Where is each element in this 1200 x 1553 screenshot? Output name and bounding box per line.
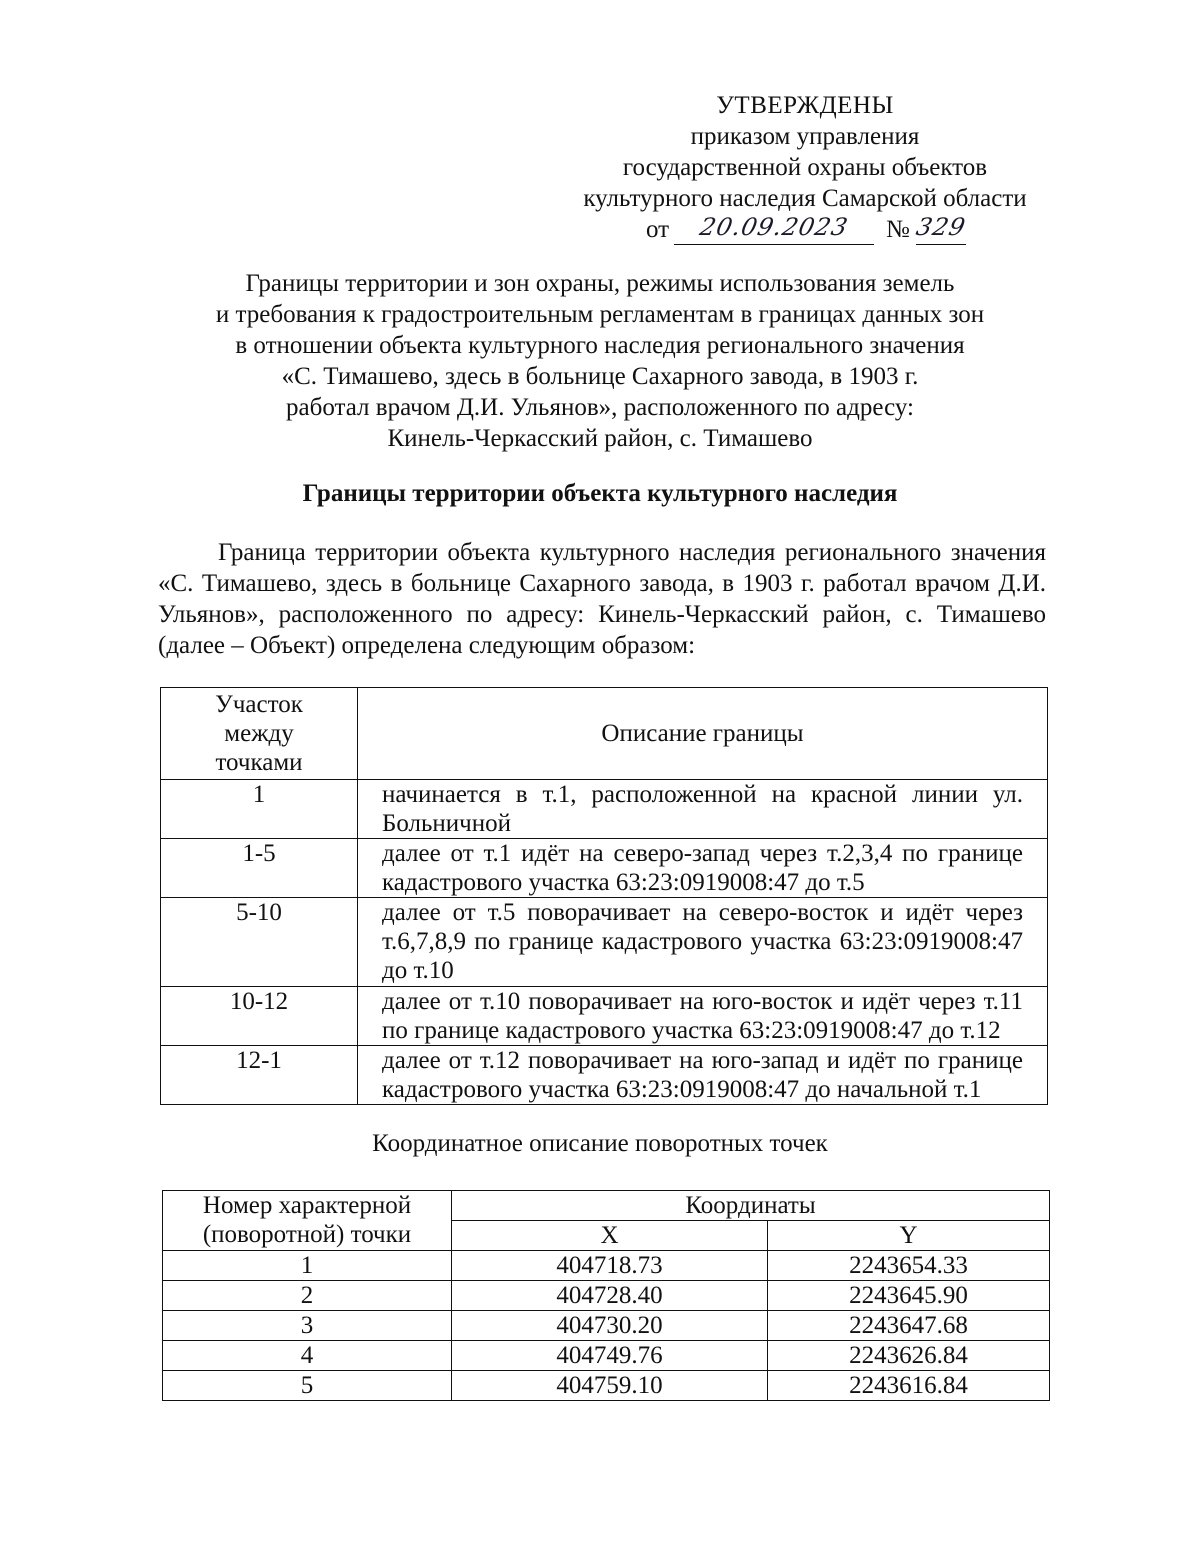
order-number: 329 [913,213,969,241]
section-title: Границы территории объекта культурного наследия [302,480,898,507]
number-label: № [886,216,910,243]
y-cell: 2243645.90 [768,1281,1050,1311]
x-cell: 404749.76 [452,1341,768,1371]
y-cell: 2243616.84 [768,1371,1050,1401]
header-x: X [452,1221,768,1251]
coords-table [162,1190,1050,1401]
segment-cell: 1 [161,780,358,839]
segment-cell: 1-5 [161,839,358,898]
segment-cell: 12-1 [161,1046,358,1105]
coords-header-row [163,1191,1050,1221]
header-point: Номер характерной (поворотной) точки [163,1191,452,1251]
boundary-table-header [161,688,1048,780]
x-cell: 404730.20 [452,1311,768,1341]
table-row [161,898,1048,987]
header-segment: Участок между точками [161,688,358,780]
description-cell: начинается в т.1, расположенной на красной линии ул. Больничной [358,780,1048,839]
heading-line-2: и требования к градостроительным регламентам в границах данных зон [215,301,985,328]
description-cell: далее от т.5 поворачивает на северо-восток и идёт через т.6,7,8,9 по границе кадастрового участка 63:23:0919008:47 до т.10 [358,898,1048,987]
approval-title: УТВЕРЖДЕНЫ [716,92,894,119]
table-row [163,1251,1050,1281]
table-row [161,839,1048,898]
from-label: от [646,216,670,243]
point-cell: 3 [163,1311,452,1341]
boundary-table [160,687,1048,1105]
y-cell: 2243654.33 [768,1251,1050,1281]
point-cell: 4 [163,1341,452,1371]
y-cell: 2243626.84 [768,1341,1050,1371]
header-description: Описание границы [358,688,1048,780]
table-row [163,1371,1050,1401]
order-line [560,214,1050,250]
y-cell: 2243647.68 [768,1311,1050,1341]
header-y: Y [768,1221,1050,1251]
description-cell: далее от т.10 поворачивает на юго-восток и идёт через т.11 по границе кадастрового участка 63:23:0919008:47 до т.12 [358,987,1048,1046]
heading-line-4: «С. Тимашево, здесь в больнице Сахарного завода, в 1903 г. [281,363,919,390]
table-row [163,1311,1050,1341]
x-cell: 404728.40 [452,1281,768,1311]
x-cell: 404759.10 [452,1371,768,1401]
segment-cell: 5-10 [161,898,358,987]
coords-caption: Координатное описание поворотных точек [372,1130,828,1157]
x-cell: 404718.73 [452,1251,768,1281]
order-date-field [674,212,874,245]
approval-line-2: государственной охраны объектов [622,154,988,181]
point-cell: 5 [163,1371,452,1401]
document-heading [150,268,1050,454]
order-date: 20.09.2023 [697,213,851,241]
heading-line-5: работал врачом Д.И. Ульянов», расположенного по адресу: [286,394,914,421]
order-number-field [913,212,969,245]
description-cell: далее от т.1 идёт на северо-запад через т.2,3,4 по границе кадастрового участка 63:23:0919008:47 до т.5 [358,839,1048,898]
table-row [163,1281,1050,1311]
approval-block [560,90,1050,250]
approval-line-3: культурного наследия Самарской области [583,185,1027,212]
table-row [161,780,1048,839]
table-row [163,1341,1050,1371]
heading-line-3: в отношении объекта культурного наследия регионального значения [235,332,965,359]
heading-line-1: Границы территории и зон охраны, режимы использования земель [245,270,955,297]
table-row [161,1046,1048,1105]
header-coords: Координаты [452,1191,1050,1221]
heading-line-6: Кинель-Черкасский район, с. Тимашево [387,425,813,452]
segment-cell: 10-12 [161,987,358,1046]
point-cell: 2 [163,1281,452,1311]
point-cell: 1 [163,1251,452,1281]
table-row [161,987,1048,1046]
approval-line-1: приказом управления [690,123,920,150]
intro-paragraph: Граница территории объекта культурного наследия регионального значения «С. Тимашево, здесь в больнице Сахарного завода, в 1903 г. работал врачом Д.И. Ульянов», расположенного по адресу: Кинель-Черкасский район, с. Тимашево (далее – Объект) определена следующим образом: [158,539,1046,659]
description-cell: далее от т.12 поворачивает на юго-запад и идёт по границе кадастрового участка 63:23:0919008:47 до начальной т.1 [358,1046,1048,1105]
